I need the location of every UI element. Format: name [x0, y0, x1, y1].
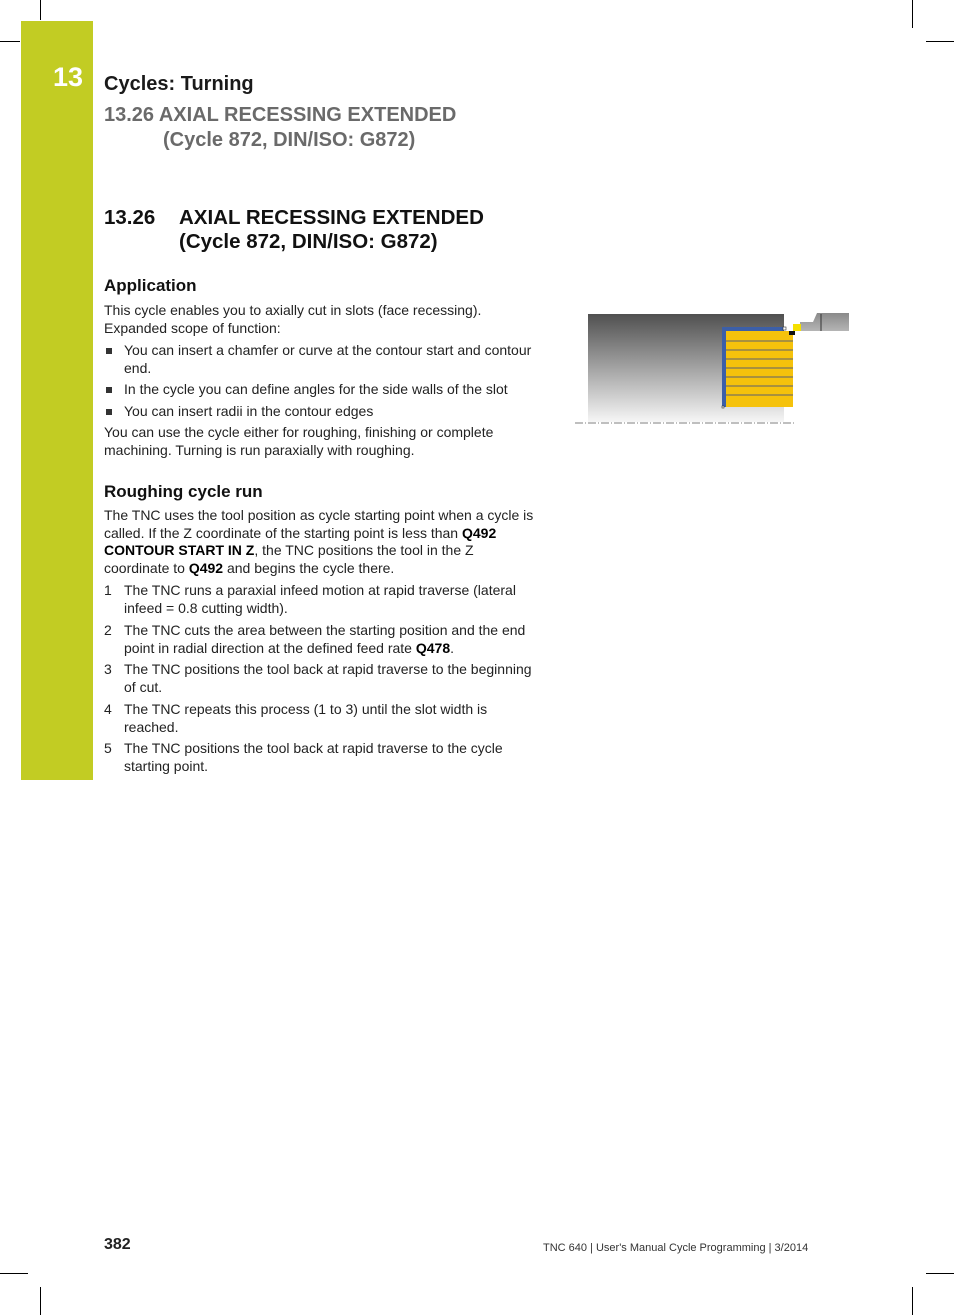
running-section-title: 13.26 AXIAL RECESSING EXTENDED [104, 104, 457, 126]
running-section-subtitle: (Cycle 872, DIN/ISO: G872) [163, 129, 416, 151]
crop-mark [912, 0, 913, 28]
crop-mark [926, 41, 954, 42]
crop-mark [912, 1287, 913, 1315]
crop-mark [0, 1273, 28, 1274]
tool-insert [793, 324, 801, 331]
bullet-icon [106, 348, 112, 354]
section-number: 13.26 [104, 206, 156, 229]
chapter-number: 13 [53, 62, 84, 92]
crop-mark [0, 41, 20, 42]
step-number: 3 [104, 661, 112, 677]
crop-mark [40, 1287, 41, 1315]
running-chapter-title: Cycles: Turning [104, 73, 254, 95]
recessing-diagram [570, 305, 860, 430]
text: The TNC cuts the area between the starting position and the end point in radial direction at the defined feed rate [124, 622, 526, 656]
list-item: You can insert radii in the contour edges [124, 403, 374, 419]
step-text: The TNC positions the tool back at rapid traverse to the cycle starting point. [124, 740, 503, 774]
roughing-intro [104, 507, 534, 577]
footer-text: TNC 640 | User's Manual Cycle Programming | 3/2014 [543, 1242, 809, 1254]
parameter-ref: Q492 [188, 559, 224, 576]
bullet-icon [106, 387, 112, 393]
parameter-ref: Q492 CONTOUR START IN Z [104, 524, 497, 558]
step-number: 4 [104, 701, 112, 717]
tool-holder [800, 313, 849, 331]
step-text: The TNC repeats this process (1 to 3) until the slot width is reached. [124, 701, 488, 735]
step-text: The TNC runs a paraxial infeed motion at rapid traverse (lateral infeed = 0.8 cutting width). [124, 582, 516, 616]
text: and begins the cycle there. [223, 559, 395, 576]
step-number: 2 [104, 622, 112, 638]
chapter-tab [21, 21, 93, 780]
bullet-icon [106, 409, 112, 415]
crop-mark [40, 0, 41, 20]
cut-area [726, 331, 793, 407]
text: The TNC uses the tool position as cycle starting point when a cycle is called. If the Z coordinate of the starting point is less than [104, 507, 534, 541]
step-number: 1 [104, 582, 112, 598]
step-text: The TNC positions the tool back at rapid traverse to the beginning of cut. [124, 661, 532, 695]
application-intro: This cycle enables you to axially cut in slots (face recessing). [104, 302, 482, 318]
parameter-ref: Q478 [415, 639, 451, 656]
step-number: 5 [104, 740, 112, 756]
crop-mark [926, 1273, 954, 1274]
page-number: 382 [104, 1236, 131, 1253]
application-outro: You can use the cycle either for roughing, finishing or complete machining. Turning is run paraxially with roughing. [104, 424, 494, 458]
list-item: In the cycle you can define angles for the side walls of the slot [124, 381, 508, 397]
section-title: AXIAL RECESSING EXTENDED [179, 206, 484, 229]
step-text [124, 622, 544, 657]
application-intro2: Expanded scope of function: [104, 320, 281, 336]
text: . [450, 639, 455, 656]
text: , the TNC positions the tool in the Z coordinate to [104, 542, 474, 576]
list-item: You can insert a chamfer or curve at the contour start and contour end. [124, 342, 532, 376]
application-heading: Application [104, 276, 197, 295]
roughing-heading: Roughing cycle run [104, 482, 263, 501]
section-subtitle: (Cycle 872, DIN/ISO: G872) [179, 230, 438, 253]
